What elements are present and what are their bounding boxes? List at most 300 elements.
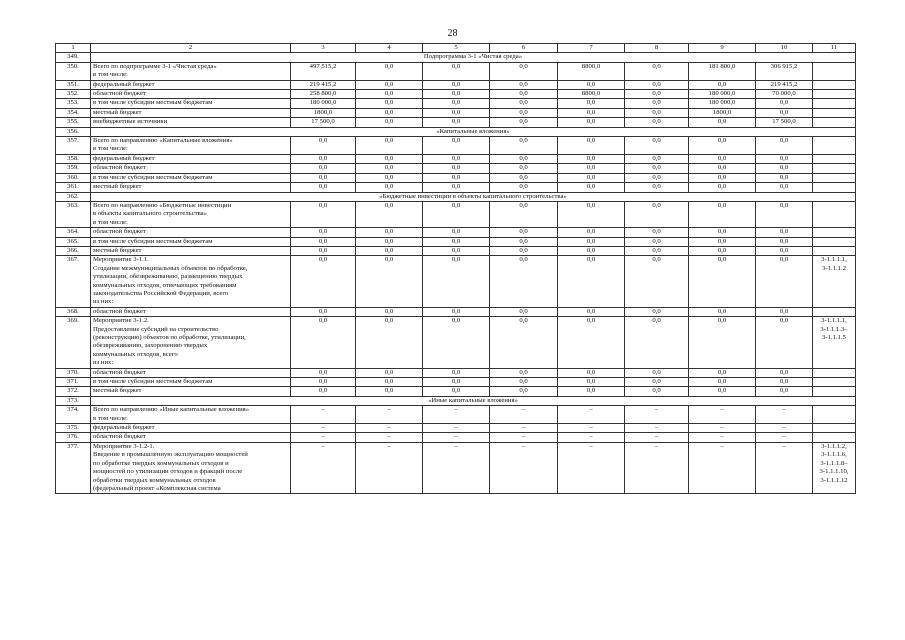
value-cell: 0,0 xyxy=(558,378,625,387)
indicator-ref-cell: 3-1.1.1.1, 3-1.1.1.2 xyxy=(813,256,856,307)
value-cell: 0,0 xyxy=(756,201,813,227)
value-cell: 0,0 xyxy=(423,201,490,227)
row-number: 372. xyxy=(56,387,91,396)
value-cell: 0,0 xyxy=(625,90,689,99)
indicator-ref-cell xyxy=(813,237,856,246)
indicator-ref-cell xyxy=(813,90,856,99)
value-cell: 0,0 xyxy=(689,201,756,227)
value-cell: 0,0 xyxy=(689,237,756,246)
value-cell: 0,0 xyxy=(291,164,356,173)
table-row xyxy=(56,164,856,173)
value-cell: 0,0 xyxy=(625,256,689,307)
value-cell: 0,0 xyxy=(756,173,813,182)
value-cell: – xyxy=(558,433,625,442)
row-number: 375. xyxy=(56,424,91,433)
row-name: Мероприятие 3-1.2-1. Введение в промышленную эксплуатацию мощностей по обработке твердых коммунальных отходов и мощностей по утилизации отходов и фракций после обработки твердых коммунальных отходов (федеральный проект «Комплексная система xyxy=(91,442,291,493)
section-title: «Капитальные вложения» xyxy=(91,127,856,136)
value-cell: 0,0 xyxy=(756,307,813,316)
value-cell: 0,0 xyxy=(689,387,756,396)
value-cell: 0,0 xyxy=(625,183,689,192)
value-cell: 0,0 xyxy=(423,256,490,307)
header-cell: 4 xyxy=(356,44,423,53)
value-cell: 0,0 xyxy=(291,368,356,377)
budget-table xyxy=(55,43,856,494)
value-cell: 258 800,0 xyxy=(291,90,356,99)
value-cell: – xyxy=(756,406,813,424)
row-number: 354. xyxy=(56,108,91,117)
table-row xyxy=(56,424,856,433)
value-cell: 0,0 xyxy=(423,154,490,163)
value-cell: 0,0 xyxy=(756,108,813,117)
indicator-ref-cell xyxy=(813,378,856,387)
value-cell: – xyxy=(291,433,356,442)
value-cell: 0,0 xyxy=(423,108,490,117)
value-cell: – xyxy=(356,433,423,442)
indicator-ref-cell xyxy=(813,164,856,173)
row-number: 355. xyxy=(56,118,91,127)
header-cell: 2 xyxy=(91,44,291,53)
table-row xyxy=(56,256,856,307)
indicator-ref-cell xyxy=(813,228,856,237)
value-cell: 0,0 xyxy=(558,183,625,192)
row-number: 351. xyxy=(56,80,91,89)
indicator-ref-cell xyxy=(813,406,856,424)
value-cell: – xyxy=(291,442,356,493)
section-title: «Иные капитальные вложения» xyxy=(91,396,856,405)
value-cell: 0,0 xyxy=(291,173,356,182)
row-number: 371. xyxy=(56,378,91,387)
value-cell: 0,0 xyxy=(356,317,423,368)
row-number: 366. xyxy=(56,246,91,255)
value-cell: – xyxy=(558,442,625,493)
value-cell: 0,0 xyxy=(490,108,558,117)
indicator-ref-cell xyxy=(813,118,856,127)
header-cell: 7 xyxy=(558,44,625,53)
value-cell: 0,0 xyxy=(689,307,756,316)
value-cell: – xyxy=(291,406,356,424)
value-cell: 0,0 xyxy=(423,317,490,368)
row-name: областной бюджет xyxy=(91,307,291,316)
value-cell: 0,0 xyxy=(356,378,423,387)
value-cell: 0,0 xyxy=(558,387,625,396)
table-row xyxy=(56,173,856,182)
indicator-ref-cell xyxy=(813,62,856,80)
value-cell: 0,0 xyxy=(490,378,558,387)
value-cell: 306 915,2 xyxy=(756,62,813,80)
section-row xyxy=(56,127,856,136)
value-cell: 0,0 xyxy=(689,378,756,387)
value-cell: – xyxy=(423,424,490,433)
value-cell: 0,0 xyxy=(423,80,490,89)
value-cell: 0,0 xyxy=(356,173,423,182)
value-cell: 0,0 xyxy=(291,307,356,316)
row-number: 350. xyxy=(56,62,91,80)
value-cell: 180 000,0 xyxy=(689,90,756,99)
value-cell: 0,0 xyxy=(356,228,423,237)
indicator-ref-cell xyxy=(813,424,856,433)
value-cell: 0,0 xyxy=(689,317,756,368)
value-cell: 0,0 xyxy=(558,201,625,227)
value-cell: 0,0 xyxy=(756,368,813,377)
value-cell: – xyxy=(423,442,490,493)
value-cell: 0,0 xyxy=(558,256,625,307)
value-cell: 0,0 xyxy=(291,317,356,368)
value-cell: 0,0 xyxy=(558,228,625,237)
row-name: местный бюджет xyxy=(91,108,291,117)
value-cell: 0,0 xyxy=(423,387,490,396)
value-cell: 0,0 xyxy=(356,62,423,80)
value-cell: 0,0 xyxy=(756,246,813,255)
value-cell: 0,0 xyxy=(625,99,689,108)
value-cell: 0,0 xyxy=(689,118,756,127)
row-number: 377. xyxy=(56,442,91,493)
value-cell: 0,0 xyxy=(291,246,356,255)
value-cell: 0,0 xyxy=(356,154,423,163)
value-cell: 0,0 xyxy=(756,183,813,192)
header-cell: 10 xyxy=(756,44,813,53)
value-cell: 0,0 xyxy=(625,80,689,89)
header-cell: 3 xyxy=(291,44,356,53)
value-cell: 0,0 xyxy=(625,201,689,227)
value-cell: 219 415,2 xyxy=(291,80,356,89)
value-cell: 70 000,0 xyxy=(756,90,813,99)
indicator-ref-cell xyxy=(813,368,856,377)
value-cell: 0,0 xyxy=(423,183,490,192)
value-cell: 0,0 xyxy=(291,237,356,246)
value-cell: 0,0 xyxy=(756,317,813,368)
value-cell: 0,0 xyxy=(490,201,558,227)
indicator-ref-cell xyxy=(813,201,856,227)
value-cell: 0,0 xyxy=(490,164,558,173)
indicator-ref-cell: 3-1.1.1.1, 3-1.1.1.3– 3-1.1.1.5 xyxy=(813,317,856,368)
table-row xyxy=(56,118,856,127)
value-cell: 0,0 xyxy=(625,173,689,182)
table-row xyxy=(56,137,856,155)
value-cell: 0,0 xyxy=(423,90,490,99)
value-cell: 0,0 xyxy=(356,237,423,246)
value-cell: 0,0 xyxy=(490,137,558,155)
indicator-ref-cell xyxy=(813,307,856,316)
value-cell: 0,0 xyxy=(356,256,423,307)
row-name: местный бюджет xyxy=(91,246,291,255)
value-cell: 0,0 xyxy=(558,118,625,127)
row-name: федеральный бюджет xyxy=(91,80,291,89)
value-cell: – xyxy=(423,433,490,442)
value-cell: 0,0 xyxy=(558,99,625,108)
value-cell: 0,0 xyxy=(558,80,625,89)
value-cell: 0,0 xyxy=(291,137,356,155)
value-cell: 0,0 xyxy=(625,228,689,237)
value-cell: 0,0 xyxy=(756,164,813,173)
row-name: внебюджетные источники xyxy=(91,118,291,127)
value-cell: 0,0 xyxy=(625,368,689,377)
value-cell: 0,0 xyxy=(689,228,756,237)
value-cell: – xyxy=(291,424,356,433)
row-name: в том числе субсидии местным бюджетам xyxy=(91,378,291,387)
value-cell: 17 500,0 xyxy=(291,118,356,127)
value-cell: 0,0 xyxy=(558,137,625,155)
value-cell: 0,0 xyxy=(558,246,625,255)
value-cell: – xyxy=(689,433,756,442)
table-row xyxy=(56,90,856,99)
value-cell: 0,0 xyxy=(558,108,625,117)
value-cell: 0,0 xyxy=(689,173,756,182)
value-cell: 497 515,2 xyxy=(291,62,356,80)
value-cell: 0,0 xyxy=(291,154,356,163)
table-row xyxy=(56,201,856,227)
row-name: областной бюджет xyxy=(91,228,291,237)
value-cell: – xyxy=(625,442,689,493)
value-cell: 0,0 xyxy=(490,154,558,163)
table-row xyxy=(56,433,856,442)
header-cell: 1 xyxy=(56,44,91,53)
row-number: 361. xyxy=(56,183,91,192)
row-number: 376. xyxy=(56,433,91,442)
value-cell: 0,0 xyxy=(291,183,356,192)
value-cell: 0,0 xyxy=(423,246,490,255)
value-cell: 0,0 xyxy=(625,307,689,316)
row-name: Всего по подпрограмме 3-1 «Чистая среда» в том числе: xyxy=(91,62,291,80)
indicator-ref-cell xyxy=(813,433,856,442)
value-cell: 0,0 xyxy=(291,387,356,396)
table-body xyxy=(56,44,856,494)
row-number: 373. xyxy=(56,396,91,405)
value-cell: – xyxy=(689,406,756,424)
section-row xyxy=(56,396,856,405)
value-cell: 0,0 xyxy=(625,154,689,163)
table-row xyxy=(56,183,856,192)
value-cell: 0,0 xyxy=(558,237,625,246)
table-row xyxy=(56,108,856,117)
value-cell: 0,0 xyxy=(356,118,423,127)
value-cell: 0,0 xyxy=(356,137,423,155)
indicator-ref-cell xyxy=(813,173,856,182)
value-cell: 0,0 xyxy=(558,154,625,163)
value-cell: 0,0 xyxy=(490,62,558,80)
row-name: Мероприятие 3-1.2. Предоставление субсидий на строительство (реконструкцию) объектов по обработке, утилизации, обезвреживанию, захоронению твердых коммунальных отходов, всего из них: xyxy=(91,317,291,368)
section-row xyxy=(56,53,856,62)
table-row xyxy=(56,62,856,80)
row-name: местный бюджет xyxy=(91,183,291,192)
value-cell: – xyxy=(490,406,558,424)
value-cell: 0,0 xyxy=(558,368,625,377)
page-number: 28 xyxy=(447,28,458,39)
value-cell: 219 415,2 xyxy=(756,80,813,89)
value-cell: 17 500,0 xyxy=(756,118,813,127)
row-number: 349. xyxy=(56,53,91,62)
section-title: «Бюджетные инвестиции в объекты капитального строительства» xyxy=(91,192,856,201)
value-cell: 0,0 xyxy=(689,164,756,173)
value-cell: 0,0 xyxy=(625,246,689,255)
row-name: областной бюджет xyxy=(91,433,291,442)
value-cell: – xyxy=(356,442,423,493)
value-cell: 0,0 xyxy=(490,387,558,396)
table-row xyxy=(56,307,856,316)
indicator-ref-cell xyxy=(813,137,856,155)
value-cell: 0,0 xyxy=(625,137,689,155)
value-cell: 0,0 xyxy=(291,201,356,227)
row-name: в том числе субсидии местным бюджетам xyxy=(91,237,291,246)
value-cell: 1800,0 xyxy=(689,108,756,117)
row-name: областной бюджет xyxy=(91,164,291,173)
value-cell: – xyxy=(423,406,490,424)
value-cell: 0,0 xyxy=(356,307,423,316)
value-cell: 0,0 xyxy=(490,99,558,108)
indicator-ref-cell: 3-1.1.1.2, 3-1.1.1.6, 3-1.1.1.8– 3-1.1.1.10, 3-1.1.1.12 xyxy=(813,442,856,493)
value-cell: 0,0 xyxy=(625,62,689,80)
row-number: 365. xyxy=(56,237,91,246)
row-number: 358. xyxy=(56,154,91,163)
value-cell: 0,0 xyxy=(558,307,625,316)
value-cell: 0,0 xyxy=(625,378,689,387)
value-cell: 0,0 xyxy=(490,317,558,368)
value-cell: 0,0 xyxy=(423,62,490,80)
row-number: 374. xyxy=(56,406,91,424)
value-cell: 0,0 xyxy=(689,137,756,155)
header-cell: 5 xyxy=(423,44,490,53)
row-number: 369. xyxy=(56,317,91,368)
value-cell: 0,0 xyxy=(423,164,490,173)
row-number: 359. xyxy=(56,164,91,173)
value-cell: 0,0 xyxy=(356,246,423,255)
row-name: федеральный бюджет xyxy=(91,154,291,163)
row-number: 357. xyxy=(56,137,91,155)
header-row xyxy=(56,44,856,53)
value-cell: 0,0 xyxy=(356,99,423,108)
value-cell: 0,0 xyxy=(558,164,625,173)
table-row xyxy=(56,99,856,108)
table-row xyxy=(56,237,856,246)
section-title: Подпрограмма 3-1 «Чистая среда» xyxy=(91,53,856,62)
value-cell: 0,0 xyxy=(423,237,490,246)
row-number: 353. xyxy=(56,99,91,108)
value-cell: – xyxy=(558,406,625,424)
value-cell: – xyxy=(689,442,756,493)
value-cell: 180 000,0 xyxy=(291,99,356,108)
value-cell: – xyxy=(490,442,558,493)
header-cell: 11 xyxy=(813,44,856,53)
value-cell: 0,0 xyxy=(356,183,423,192)
value-cell: 8800,0 xyxy=(558,62,625,80)
table-row xyxy=(56,246,856,255)
value-cell: 0,0 xyxy=(356,108,423,117)
value-cell: 0,0 xyxy=(291,378,356,387)
value-cell: – xyxy=(625,424,689,433)
value-cell: 0,0 xyxy=(423,173,490,182)
value-cell: 0,0 xyxy=(423,368,490,377)
table-row xyxy=(56,80,856,89)
value-cell: 0,0 xyxy=(490,246,558,255)
value-cell: 0,0 xyxy=(756,137,813,155)
row-number: 370. xyxy=(56,368,91,377)
value-cell: 0,0 xyxy=(490,228,558,237)
row-number: 368. xyxy=(56,307,91,316)
value-cell: – xyxy=(356,424,423,433)
row-number: 363. xyxy=(56,201,91,227)
row-name: федеральный бюджет xyxy=(91,424,291,433)
value-cell: 0,0 xyxy=(356,201,423,227)
row-name: Мероприятие 3-1.1. Создание межмуниципальных объектов по обработке, утилизации, обезвреживанию, размещению твердых коммунальных отходов, отвечающих требованиям законодательства Российской Федерации, всего из них: xyxy=(91,256,291,307)
value-cell: 0,0 xyxy=(291,256,356,307)
row-name: Всего по направлению «Капитальные вложения» в том числе: xyxy=(91,137,291,155)
table-row xyxy=(56,387,856,396)
value-cell: 0,0 xyxy=(291,228,356,237)
value-cell: 0,0 xyxy=(756,237,813,246)
value-cell: 0,0 xyxy=(625,118,689,127)
value-cell: 0,0 xyxy=(625,108,689,117)
value-cell: 0,0 xyxy=(756,256,813,307)
indicator-ref-cell xyxy=(813,80,856,89)
value-cell: 0,0 xyxy=(490,368,558,377)
value-cell: 0,0 xyxy=(756,228,813,237)
value-cell: – xyxy=(490,433,558,442)
row-number: 356. xyxy=(56,127,91,136)
table-row xyxy=(56,406,856,424)
value-cell: 8800,0 xyxy=(558,90,625,99)
value-cell: 0,0 xyxy=(356,368,423,377)
value-cell: – xyxy=(558,424,625,433)
indicator-ref-cell xyxy=(813,387,856,396)
value-cell: 0,0 xyxy=(490,118,558,127)
table-row xyxy=(56,317,856,368)
value-cell: 0,0 xyxy=(625,237,689,246)
value-cell: 0,0 xyxy=(423,137,490,155)
value-cell: 0,0 xyxy=(423,118,490,127)
value-cell: 0,0 xyxy=(423,99,490,108)
header-cell: 6 xyxy=(490,44,558,53)
value-cell: 0,0 xyxy=(356,90,423,99)
value-cell: 0,0 xyxy=(756,99,813,108)
table-row xyxy=(56,378,856,387)
table-row xyxy=(56,154,856,163)
table-row xyxy=(56,368,856,377)
value-cell: 0,0 xyxy=(689,80,756,89)
value-cell: – xyxy=(756,433,813,442)
value-cell: 0,0 xyxy=(356,80,423,89)
value-cell: 0,0 xyxy=(490,307,558,316)
value-cell: 0,0 xyxy=(558,173,625,182)
value-cell: 0,0 xyxy=(625,164,689,173)
value-cell: 1800,0 xyxy=(291,108,356,117)
header-cell: 8 xyxy=(625,44,689,53)
value-cell: 0,0 xyxy=(490,237,558,246)
value-cell: 0,0 xyxy=(356,164,423,173)
section-row xyxy=(56,192,856,201)
header-cell: 9 xyxy=(689,44,756,53)
row-name: Всего по направлению «Иные капитальные вложения» в том числе: xyxy=(91,406,291,424)
value-cell: 0,0 xyxy=(756,387,813,396)
value-cell: 0,0 xyxy=(558,317,625,368)
value-cell: 0,0 xyxy=(423,228,490,237)
row-number: 364. xyxy=(56,228,91,237)
value-cell: 0,0 xyxy=(625,317,689,368)
value-cell: 180 000,0 xyxy=(689,99,756,108)
value-cell: 0,0 xyxy=(625,387,689,396)
value-cell: 0,0 xyxy=(689,154,756,163)
value-cell: 0,0 xyxy=(756,378,813,387)
value-cell: 0,0 xyxy=(756,154,813,163)
row-name: в том числе субсидии местным бюджетам xyxy=(91,173,291,182)
value-cell: 0,0 xyxy=(490,80,558,89)
value-cell: 0,0 xyxy=(490,173,558,182)
value-cell: – xyxy=(756,424,813,433)
value-cell: 0,0 xyxy=(423,307,490,316)
value-cell: – xyxy=(625,406,689,424)
row-name: в том числе субсидии местным бюджетам xyxy=(91,99,291,108)
row-number: 360. xyxy=(56,173,91,182)
value-cell: 0,0 xyxy=(490,183,558,192)
value-cell: 0,0 xyxy=(490,90,558,99)
